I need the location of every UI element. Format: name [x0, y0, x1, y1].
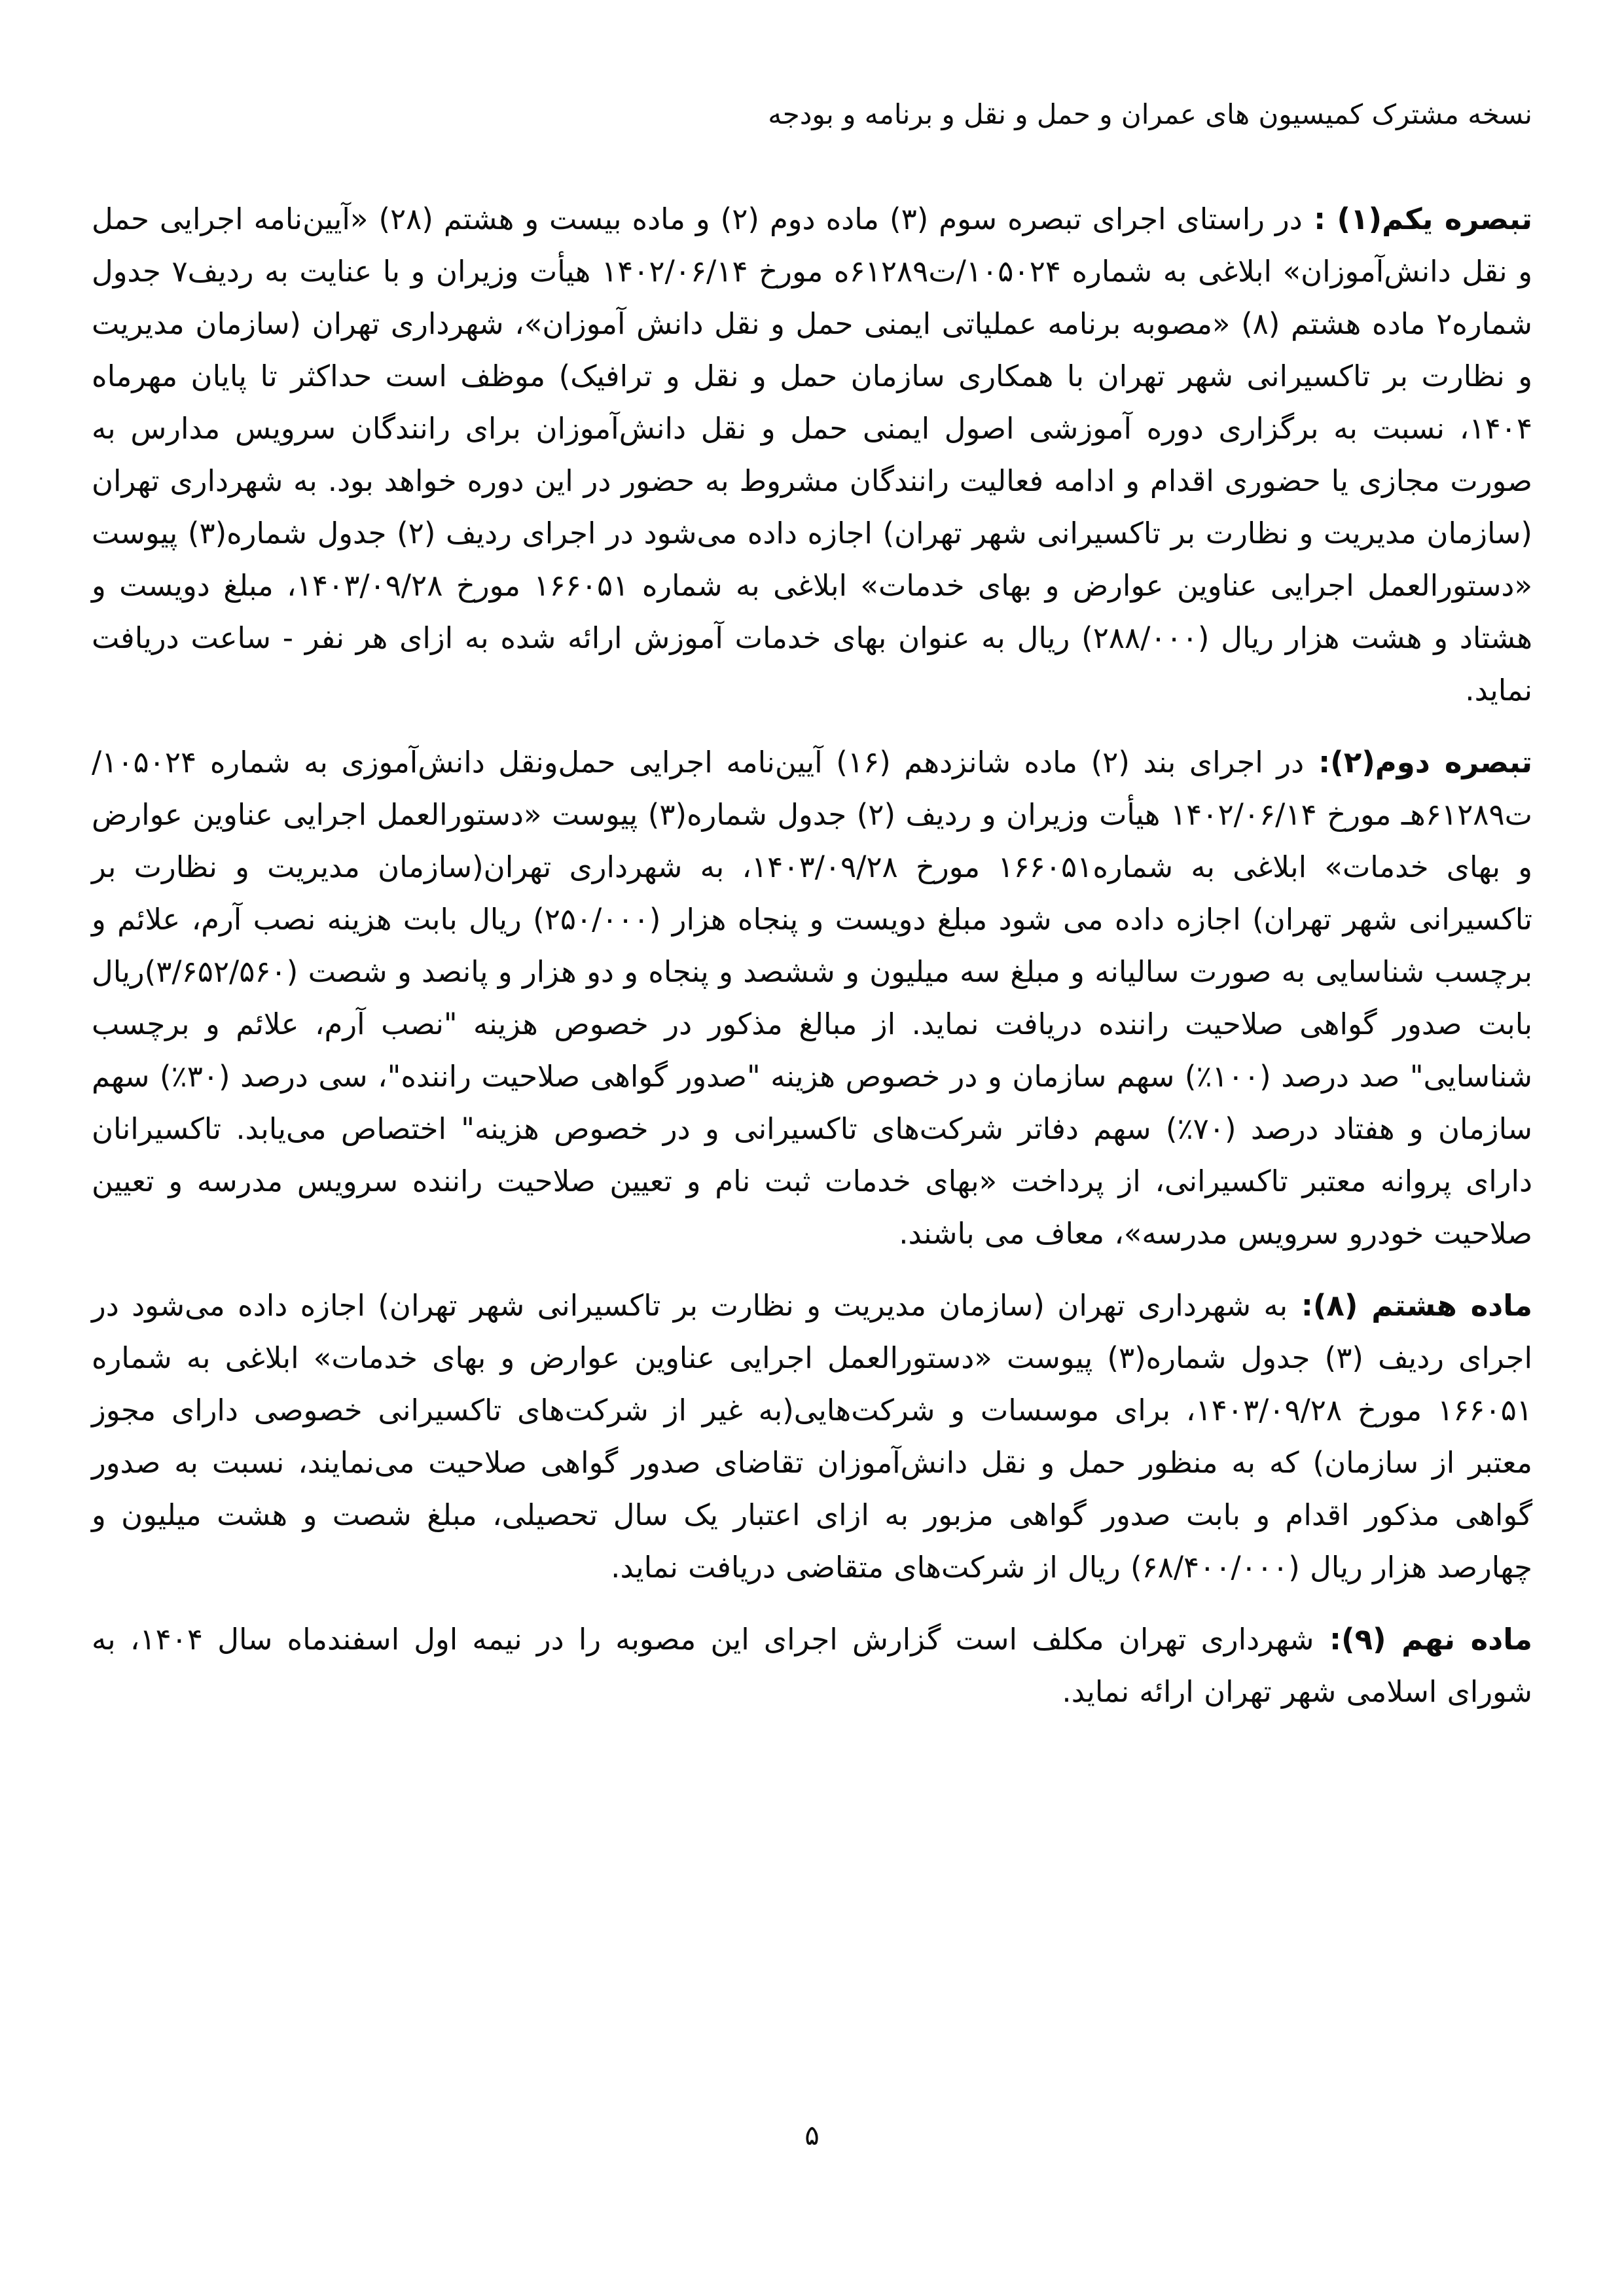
paragraph-note-1-lead: تبصره یکم(۱) : — [1302, 202, 1532, 236]
paragraph-note-2-text: در اجرای بند (۲) ماده شانزدهم (۱۶) آیین‌نامه اجرایی حمل‌ونقل دانش‌آموزی به شماره ۱۰۵۰۲۴/ت۶۱۲۸۹هـ مورخ ۱۴۰۲/۰۶/۱۴ هیأت وزیران و ردیف (۲) جدول شماره(۳) پیوست «دستورالعمل اجرایی عناوین عوارض و بهای خدمات» ابلاغی به شماره۱۶۶۰۵۱ مورخ ۱۴۰۳/۰۹/۲۸، به شهرداری تهران(سازمان مدیریت و نظارت بر تاکسیرانی شهر تهران) اجازه داده می شود مبلغ دویست و پنجاه هزار (۲۵۰/۰۰۰) ریال بابت هزینه نصب آرم، علائم و برچسب شناسایی به صورت سالیانه و مبلغ سه میلیون و ششصد و پنجاه و دو هزار و پانصد و شصت (۳/۶۵۲/۵۶۰)ریال بابت صدور گواهی صلاحیت راننده دریافت نماید. از مبالغ مذکور در خصوص هزینه "نصب آرم، علائم و برچسب شناسایی" صد درصد (۱۰۰٪) سهم سازمان و در خصوص هزینه "صدور گواهی صلاحیت راننده"، سی درصد (۳۰٪) سهم سازمان و هفتاد درصد (۷۰٪) سهم دفاتر شرکت‌های تاکسیرانی و در خصوص هزینه" اختصاص می‌یابد. تاکسیرانان دارای پروانه معتبر تاکسیرانی، از پرداخت «بهای خدمات ثبت نام و تعیین صلاحیت راننده سرویس مدرسه و تعیین صلاحیت خودرو سرویس مدرسه»، معاف می باشند. — [92, 745, 1533, 1251]
paragraph-article-8 — [92, 1280, 1532, 1594]
paragraph-article-9 — [92, 1613, 1532, 1718]
paragraph-article-8-text: به شهرداری تهران (سازمان مدیریت و نظارت بر تاکسیرانی شهر تهران) اجازه داده می‌شود در اجرای ردیف (۳) جدول شماره(۳) پیوست «دستورالعمل اجرایی عناوین عوارض و بهای خدمات» ابلاغی به شماره ۱۶۶۰۵۱ مورخ ۱۴۰۳/۰۹/۲۸، برای موسسات و شرکت‌هایی(به غیر از شرکت‌های تاکسیرانی خصوصی دارای مجوز معتبر از سازمان) که به منظور حمل و نقل دانش‌آموزان تقاضای صدور گواهی صلاحیت می‌نمایند، نسبت به صدور گواهی مذکور اقدام و بابت صدور گواهی مزبور به ازای اعتبار یک سال تحصیلی، مبلغ شصت و هشت میلیون و چهارصد هزار ریال (۶۸/۴۰۰/۰۰۰) ریال از شرکت‌های متقاضی دریافت نماید. — [92, 1288, 1533, 1585]
page-number: ۵ — [804, 2119, 820, 2151]
paragraph-note-1 — [92, 193, 1532, 717]
paragraph-article-8-lead: ماده هشتم (۸): — [1288, 1288, 1532, 1323]
paragraph-note-1-text: در راستای اجرای تبصره سوم (۳) ماده دوم (۲) و ماده بیست و هشتم (۲۸) «آیین‌نامه اجرایی حمل و نقل دانش‌آموزان» ابلاغی به شماره ۱۰۵۰۲۴/ت۶۱۲۸۹ه مورخ ۱۴۰۲/۰۶/۱۴ هیأت وزیران و با عنایت به ردیف۷ جدول شماره۲ ماده هشتم (۸) «مصوبه برنامه عملیاتی ایمنی حمل و نقل دانش آموزان»، شهرداری تهران (سازمان مدیریت و نظارت بر تاکسیرانی شهر تهران با همکاری سازمان حمل و نقل و ترافیک) موظف است حداکثر تا پایان مهرماه ۱۴۰۴، نسبت به برگزاری دوره آموزشی اصول ایمنی حمل و نقل دانش‌آموزان برای رانندگان سرویس مدارس به صورت مجازی یا حضوری اقدام و ادامه فعالیت رانندگان مشروط به حضور در این دوره خواهد بود. به شهرداری تهران (سازمان مدیریت و نظارت بر تاکسیرانی شهر تهران) اجازه داده می‌شود در اجرای ردیف (۲) جدول شماره(۳) پیوست «دستورالعمل اجرایی عناوین عوارض و بهای خدمات» ابلاغی به شماره ۱۶۶۰۵۱ مورخ ۱۴۰۳/۰۹/۲۸، مبلغ دویست و هشتاد و هشت هزار ریال (۲۸۸/۰۰۰) ریال به عنوان بهای خدمات آموزش ارائه شده به ازای هر نفر - ساعت دریافت نماید. — [92, 202, 1532, 708]
paragraph-note-2 — [92, 736, 1532, 1260]
paragraph-article-9-lead: ماده نهم (۹): — [1314, 1622, 1533, 1657]
document-header-title: نسخه مشترک کمیسیون های عمران و حمل و نقل و برنامه و بودجه — [768, 98, 1532, 130]
paragraph-article-9-text: شهرداری تهران مکلف است گزارش اجرای این مصوبه را در نیمه اول اسفندماه سال ۱۴۰۴، به شورای اسلامی شهر تهران ارائه نماید. — [92, 1622, 1532, 1709]
paragraph-note-2-lead: تبصره دوم(۲): — [1304, 745, 1532, 780]
document-body — [92, 193, 1532, 1738]
